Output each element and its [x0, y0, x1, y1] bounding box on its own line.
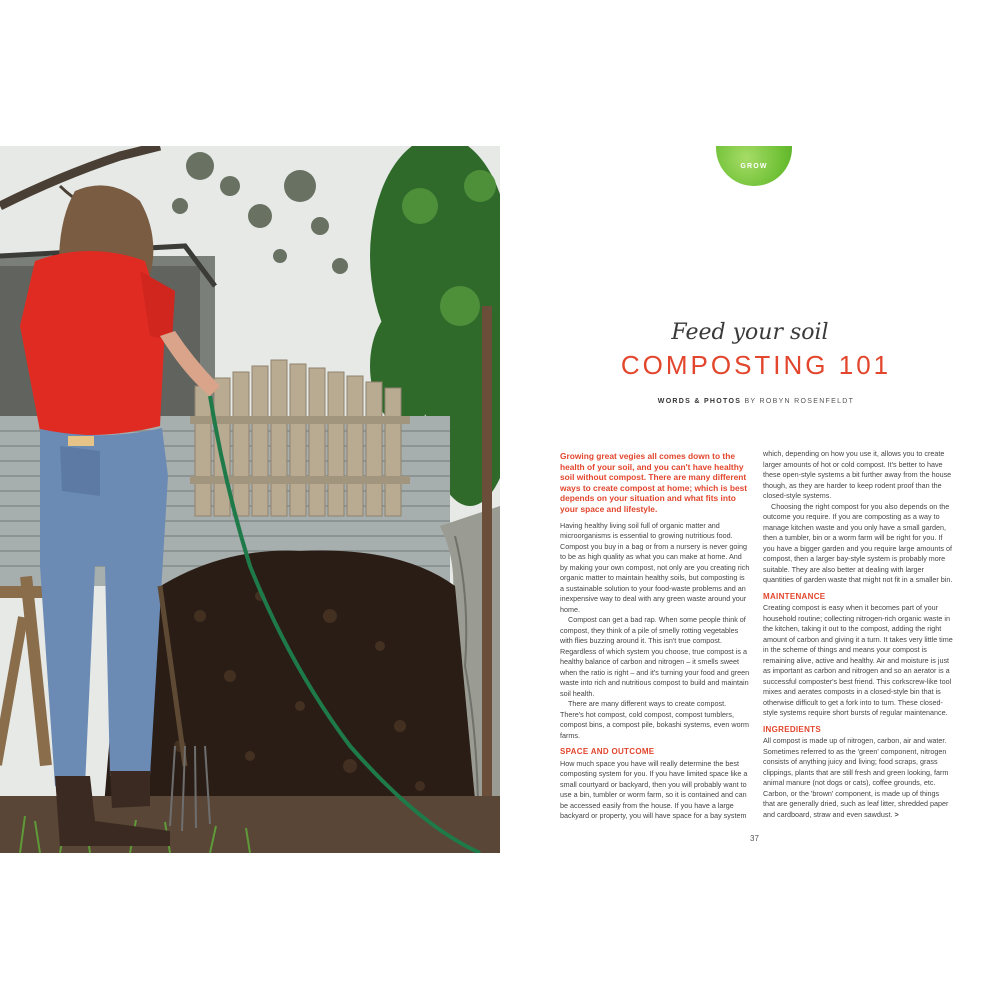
body-paragraph: How much space you have will really determine the best composting system for you. If you have limited space like a small courtyard or backyard, then you will probably want to use a bin, tumbler or worm farm, so it is contained and can be accessed easily from the house. If you have a large backyard or property, you will have space for a bay system	[560, 758, 748, 821]
body-paragraph: Compost can get a bad rap. When some people think of compost, they think of a pile of smelly rotting vegetables with flies buzzing around it. This isn't true compost. Regardless of which system you choose, true compost is a healthy balance of carbon and nitrogen – it smells sweet when the ratio is right – and it's turning your food and green waste into rich and nutritious compost to build and maintain soil health.	[560, 615, 750, 698]
section-tab	[716, 146, 792, 186]
body-paragraph: There are many different ways to create compost. There's hot compost, cold compost, compost tumblers, compost bins, a compost pile, bokashi systems, even worm farms.	[560, 699, 749, 740]
article-column-left	[560, 451, 750, 822]
body-paragraph: Choosing the right compost for you also depends on the outcome you require. If you are composting as a way to manage kitchen waste and you only have a small garden, then a tumbler, bin or a worm farm will be right for you. If you have a bigger garden and you require large amounts of compost, then a larger bay-style system is probably more suitable. They are also better at dealing with larger quantities of garden waste that might not fit in a smaller bin.	[763, 501, 953, 584]
byline	[500, 398, 1000, 405]
body-paragraph-text: All compost is made up of nitrogen, carbon, air and water. Sometimes referred to as the 'green' component, nitrogen consists of anything juicy and living; food scraps, grass clippings, plants that are still fresh and green looking, farm animal manure (not dogs or cats), coffee grounds, etc. Carbon, or the 'brown' component, is made up of things that are generally dried, such as leaf litter, shredded paper and cardboard, straw and even sawdust.	[763, 736, 949, 819]
section-tab-label: GROW	[740, 163, 768, 170]
byline-author: ROBYN ROSENFELDT	[759, 398, 855, 405]
subheading-space-and-outcome: SPACE AND OUTCOME	[560, 747, 655, 757]
headline: COMPOSTING 101	[620, 350, 892, 380]
continue-arrow-icon: >	[894, 809, 899, 819]
body-paragraph: which, depending on how you use it, allows you to create larger amounts of hot or cold compost. It's better to have these open-style systems a bit further away from the house though, as they are harder to keep rodent proof than the closed-style systems.	[763, 449, 952, 500]
kicker: Feed your soil	[671, 320, 829, 345]
page-number: 37	[750, 834, 759, 843]
body-paragraph	[763, 736, 953, 820]
subheading-maintenance: MAINTENANCE	[763, 591, 826, 601]
lead-paragraph: Growing great vegies all comes down to the health of your soil, and you can't have healthy soil without compost. There are many different ways to create compost at home; which is best depends on your situation and what fits into your space and lifestyle.	[560, 451, 748, 514]
byline-by: BY	[744, 398, 757, 405]
compost-bay-illustration	[0, 146, 500, 853]
article-column-right	[763, 449, 953, 820]
garden-photo	[0, 146, 500, 853]
subheading-ingredients: INGREDIENTS	[763, 724, 821, 734]
byline-label: WORDS & PHOTOS	[657, 398, 742, 405]
article-page	[500, 146, 1000, 853]
body-paragraph: Creating compost is easy when it becomes part of your household routine; collecting nitrogen-rich organic waste in the kitchen, taking it out to the compost, adding the right amount of carbon and giving it a turn. It takes very little time in the scheme of things and means your compost is remaining alive, active and healthy. Air and moisture is just as important as carbon and nitrogen and so an aerator is a successful composter's best friend. This corkscrew-like tool mixes and aerates composts in a closed-style bin that is otherwise difficult to get a fork into to turn. These closed-style systems require short bursts of regular maintenance.	[763, 603, 953, 717]
body-paragraph: Having healthy living soil full of organic matter and microorganisms is essential to growing nutritious food. Compost you buy in a bag or from a nursery is never going to be as high quality as what you can make at home. And by making your own compost, not only are you creating rich organic matter to maintain healthy soils, but composting is a sustainable solution to your food-waste problems and an inexpensive way to deal with any green waste around your home.	[560, 520, 750, 614]
